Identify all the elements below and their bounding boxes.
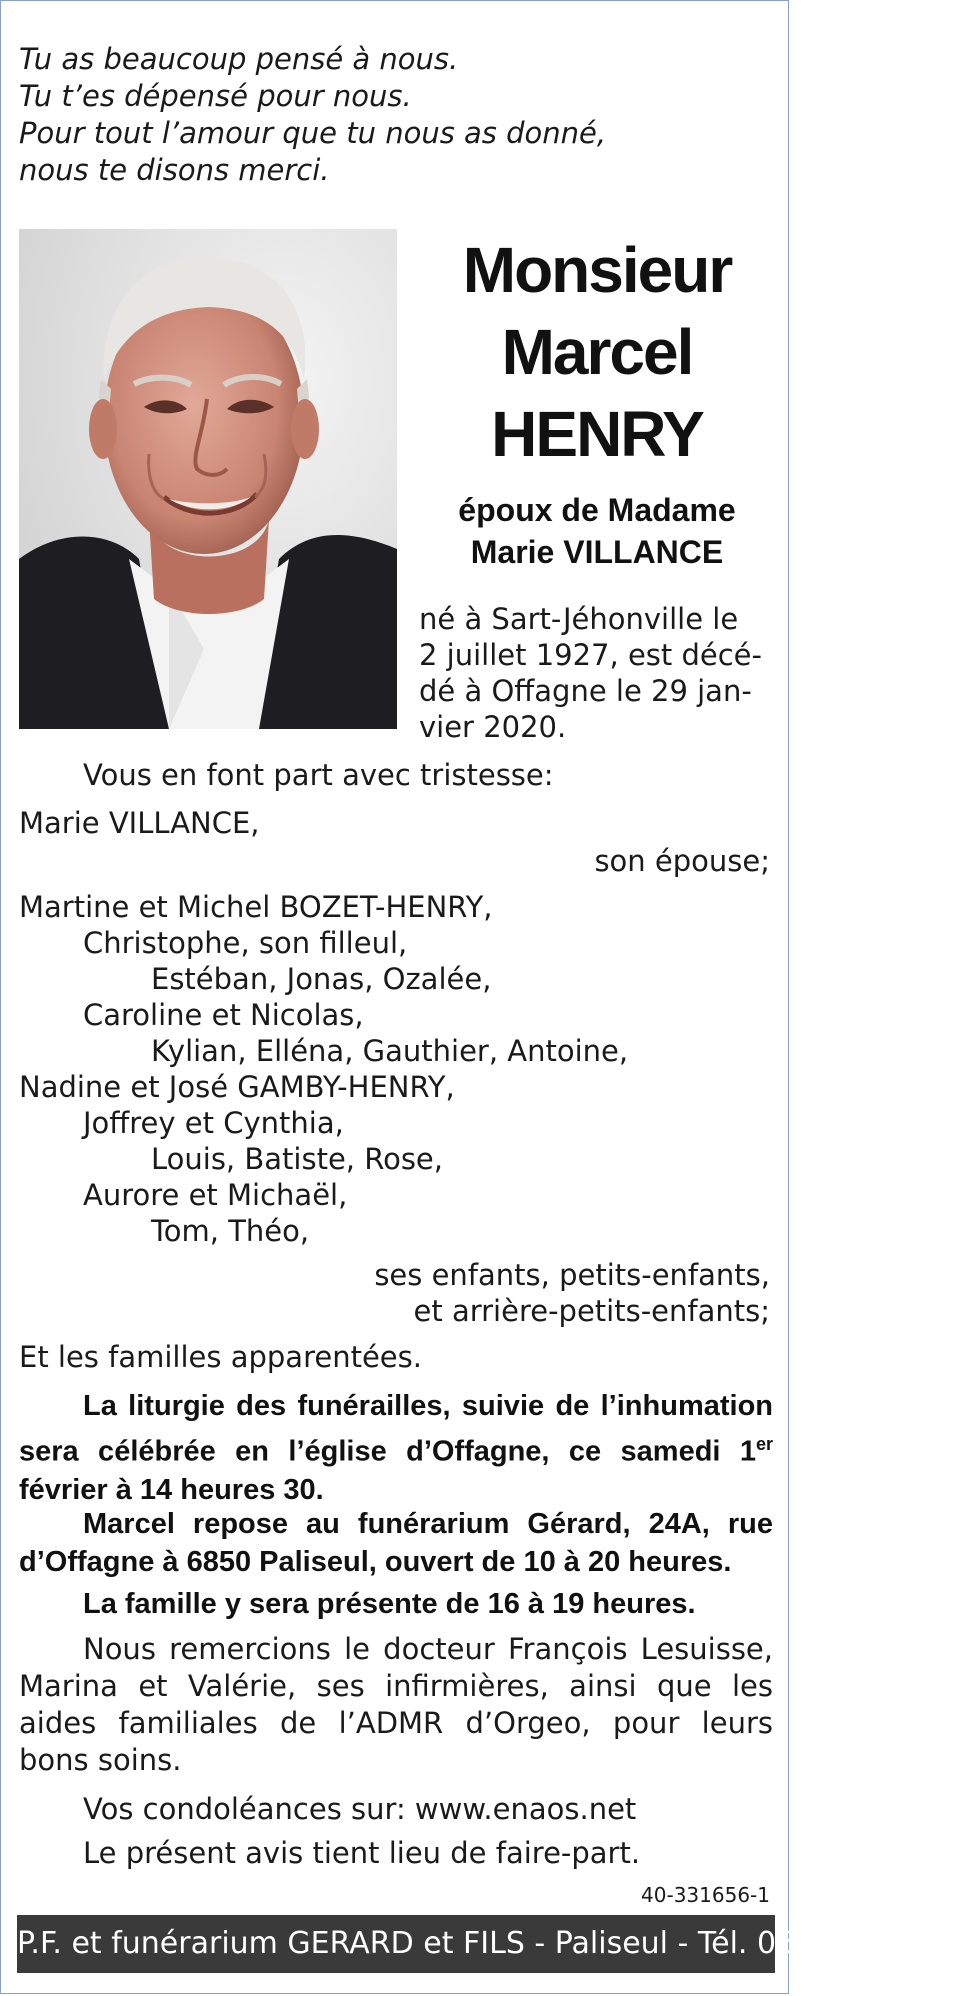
family-grandchild: Christophe, son filleul, (83, 926, 408, 960)
funeral-liturgy (19, 1387, 773, 1509)
family-grandchild: Joffrey et Cynthia, (83, 1106, 344, 1140)
birth-line: vier 2020. (419, 710, 567, 744)
family-grandchild: Aurore et Michaël, (83, 1178, 348, 1212)
name-last: HENRY (491, 398, 703, 470)
family-wife: Marie VILLANCE, (19, 806, 260, 840)
poem-line: nous te disons merci. (19, 153, 330, 187)
funeral-repose: Marcel repose au funérarium Gérard, 24A, rue d’Offagne à 6850 Paliseul, ouvert de 10 à 20 heures. (19, 1508, 773, 1578)
liturgy-text: La liturgie des funérailles, suivie de l’inhumation sera célébrée en l’église d’Offagne, ce samedi 1 (19, 1390, 773, 1468)
funeral-presence: La famille y sera présente de 16 à 19 heures. (83, 1588, 696, 1620)
portrait-photo (19, 229, 397, 729)
birth-line: né à Sart-Jéhonville le (419, 602, 739, 636)
condolences: Vos condoléances sur: www.enaos.net (83, 1792, 637, 1826)
family-children-role: ses enfants, petits-enfants, (374, 1258, 770, 1292)
family-wife-role: son épouse; (594, 844, 770, 878)
birth-line: dé à Offagne le 29 jan- (419, 674, 752, 708)
deceased-name (401, 229, 793, 475)
portrait-illustration (19, 229, 397, 729)
name-title: Monsieur (462, 234, 732, 306)
family-great-grandchildren: Tom, Théo, (151, 1214, 310, 1248)
family-child: Nadine et José GAMBY-HENRY, (19, 1070, 455, 1104)
family-great-grandchildren: Louis, Batiste, Rose, (151, 1142, 443, 1176)
poem-line: Pour tout l’amour que tu nous as donné, (19, 116, 607, 150)
name-first: Marcel (501, 316, 693, 388)
family-grandchild: Caroline et Nicolas, (83, 998, 364, 1032)
poem-line: Tu as beaucoup pensé à nous. (19, 42, 459, 76)
family-children-role: et arrière-petits-enfants; (413, 1294, 770, 1328)
family-child: Martine et Michel BOZET-HENRY, (19, 890, 493, 924)
family-intro: Vous en font part avec tristesse: (83, 758, 554, 792)
poem (19, 41, 659, 189)
family-great-grandchildren: Estéban, Jonas, Ozalée, (151, 962, 492, 996)
spouse-line: Marie VILLANCE (470, 534, 724, 570)
poem-line: Tu t’es dépensé pour nous. (19, 79, 412, 113)
spouse-line: époux de Madame (458, 492, 736, 528)
liturgy-superscript: er (755, 1434, 773, 1454)
notice: Le présent avis tient lieu de faire-part. (83, 1836, 641, 1870)
thanks: Nous remercions le docteur François Lesuisse, Marina et Valérie, ses infirmières, ainsi que les aides familiales de l’ADMR d’Orgeo, pour leurs bons soins. (19, 1632, 773, 1777)
funeral-home-banner: P.F. et funérarium GERARD et FILS - Paliseul - Tél. 061 53 32 84 (17, 1915, 775, 1973)
liturgy-text-end: février à 14 heures 30. (19, 1473, 324, 1506)
family-relatives: Et les familles apparentées. (19, 1340, 422, 1374)
family-great-grandchildren: Kylian, Elléna, Gauthier, Antoine, (151, 1034, 629, 1068)
birth-death-info (419, 601, 773, 745)
spouse-info (401, 489, 793, 573)
reference-number: 40-331656-1 (641, 1883, 770, 1907)
birth-line: 2 juillet 1927, est décé- (419, 638, 762, 672)
